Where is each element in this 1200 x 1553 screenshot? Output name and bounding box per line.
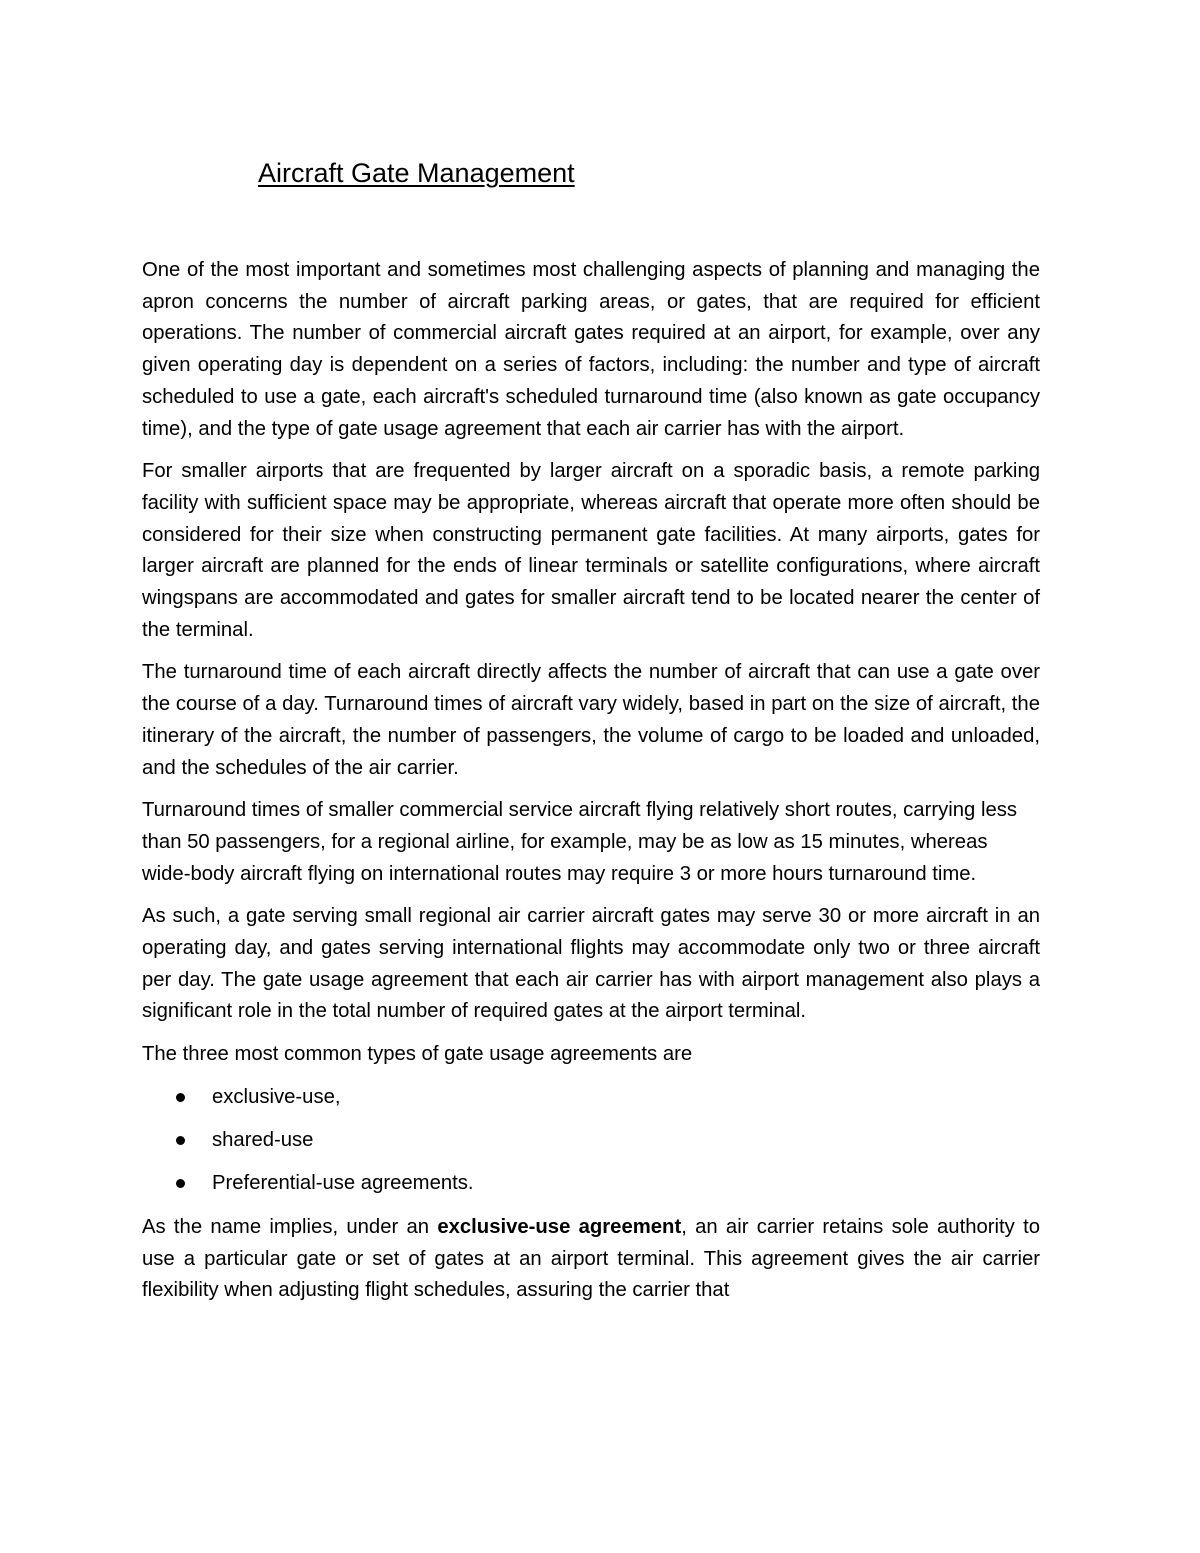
list-intro: The three most common types of gate usage agreements are: [142, 1043, 693, 1066]
paragraph-turnaround-examples: Turnaround times of smaller commercial service aircraft flying relatively short routes, carrying less than 50 passengers, for a regional airline, for example, may be as low as 15 minutes, whereas wide-body aircraft flying on international routes may require 3 or more hours turnaround time.: [142, 799, 1018, 885]
document-body: [142, 255, 1040, 1318]
bullet-icon: [176, 1136, 185, 1145]
paragraph-gate-planning: One of the most important and sometimes most challenging aspects of planning and managing the apron concerns the number of aircraft parking areas, or gates, that are required for efficient operations. The number of commercial aircraft gates required at an airport, for example, over any given operating day is dependent on a series of factors, including: the number and type of aircraft scheduled to use a gate, each aircraft's scheduled turnaround time (also known as gate occupancy time), and the type of gate usage agreement that each air carrier has with the airport.: [142, 259, 1040, 440]
list-item: [142, 1168, 1040, 1200]
agreement-type-list: [142, 1082, 1040, 1200]
paragraph-gate-capacity: As such, a gate serving small regional air carrier aircraft gates may serve 30 or more aircraft in an operating day, and gates serving international flights may accommodate only two or three aircraft per day. The gate usage agreement that each air carrier has with airport management also plays a significant role in the total number of required gates at the airport terminal.: [142, 905, 1040, 1023]
list-item-text: exclusive-use,: [212, 1085, 341, 1108]
document-title: Aircraft Gate Management: [258, 158, 575, 188]
list-item-text: Preferential-use agreements.: [212, 1172, 474, 1195]
paragraph-exclusive-use: [142, 1212, 1040, 1307]
list-item: [142, 1125, 1040, 1157]
bold-term: exclusive-use agreement: [437, 1215, 682, 1238]
paragraph-turnaround-time: The turnaround time of each aircraft directly affects the number of aircraft that can use a gate over the course of a day. Turnaround times of aircraft vary widely, based in part on the size of aircraft, the itinerary of the aircraft, the number of passengers, the volume of cargo to be loaded and unloaded, and the schedules of the air carrier.: [142, 661, 1040, 779]
list-item-text: shared-use: [212, 1129, 314, 1152]
paragraph-text-before: As the name implies, under an: [142, 1215, 438, 1238]
list-item: [142, 1082, 1040, 1114]
paragraph-text-after: , an air carrier retains sole authority to use a particular gate or set of gates at an airport terminal. This agreement gives the air carrier flexibility when adjusting flight schedules, assuring the carrier that: [142, 1215, 1040, 1302]
bullet-icon: [176, 1093, 185, 1102]
bullet-icon: [176, 1179, 185, 1188]
paragraph-smaller-airports: For smaller airports that are frequented by larger aircraft on a sporadic basis, a remote parking facility with sufficient space may be appropriate, whereas aircraft that operate more often should be considered for their size when constructing permanent gate facilities. At many airports, gates for larger aircraft are planned for the ends of linear terminals or satellite configurations, where aircraft wingspans are accommodated and gates for smaller aircraft tend to be located nearer the center of the terminal.: [142, 460, 1040, 641]
